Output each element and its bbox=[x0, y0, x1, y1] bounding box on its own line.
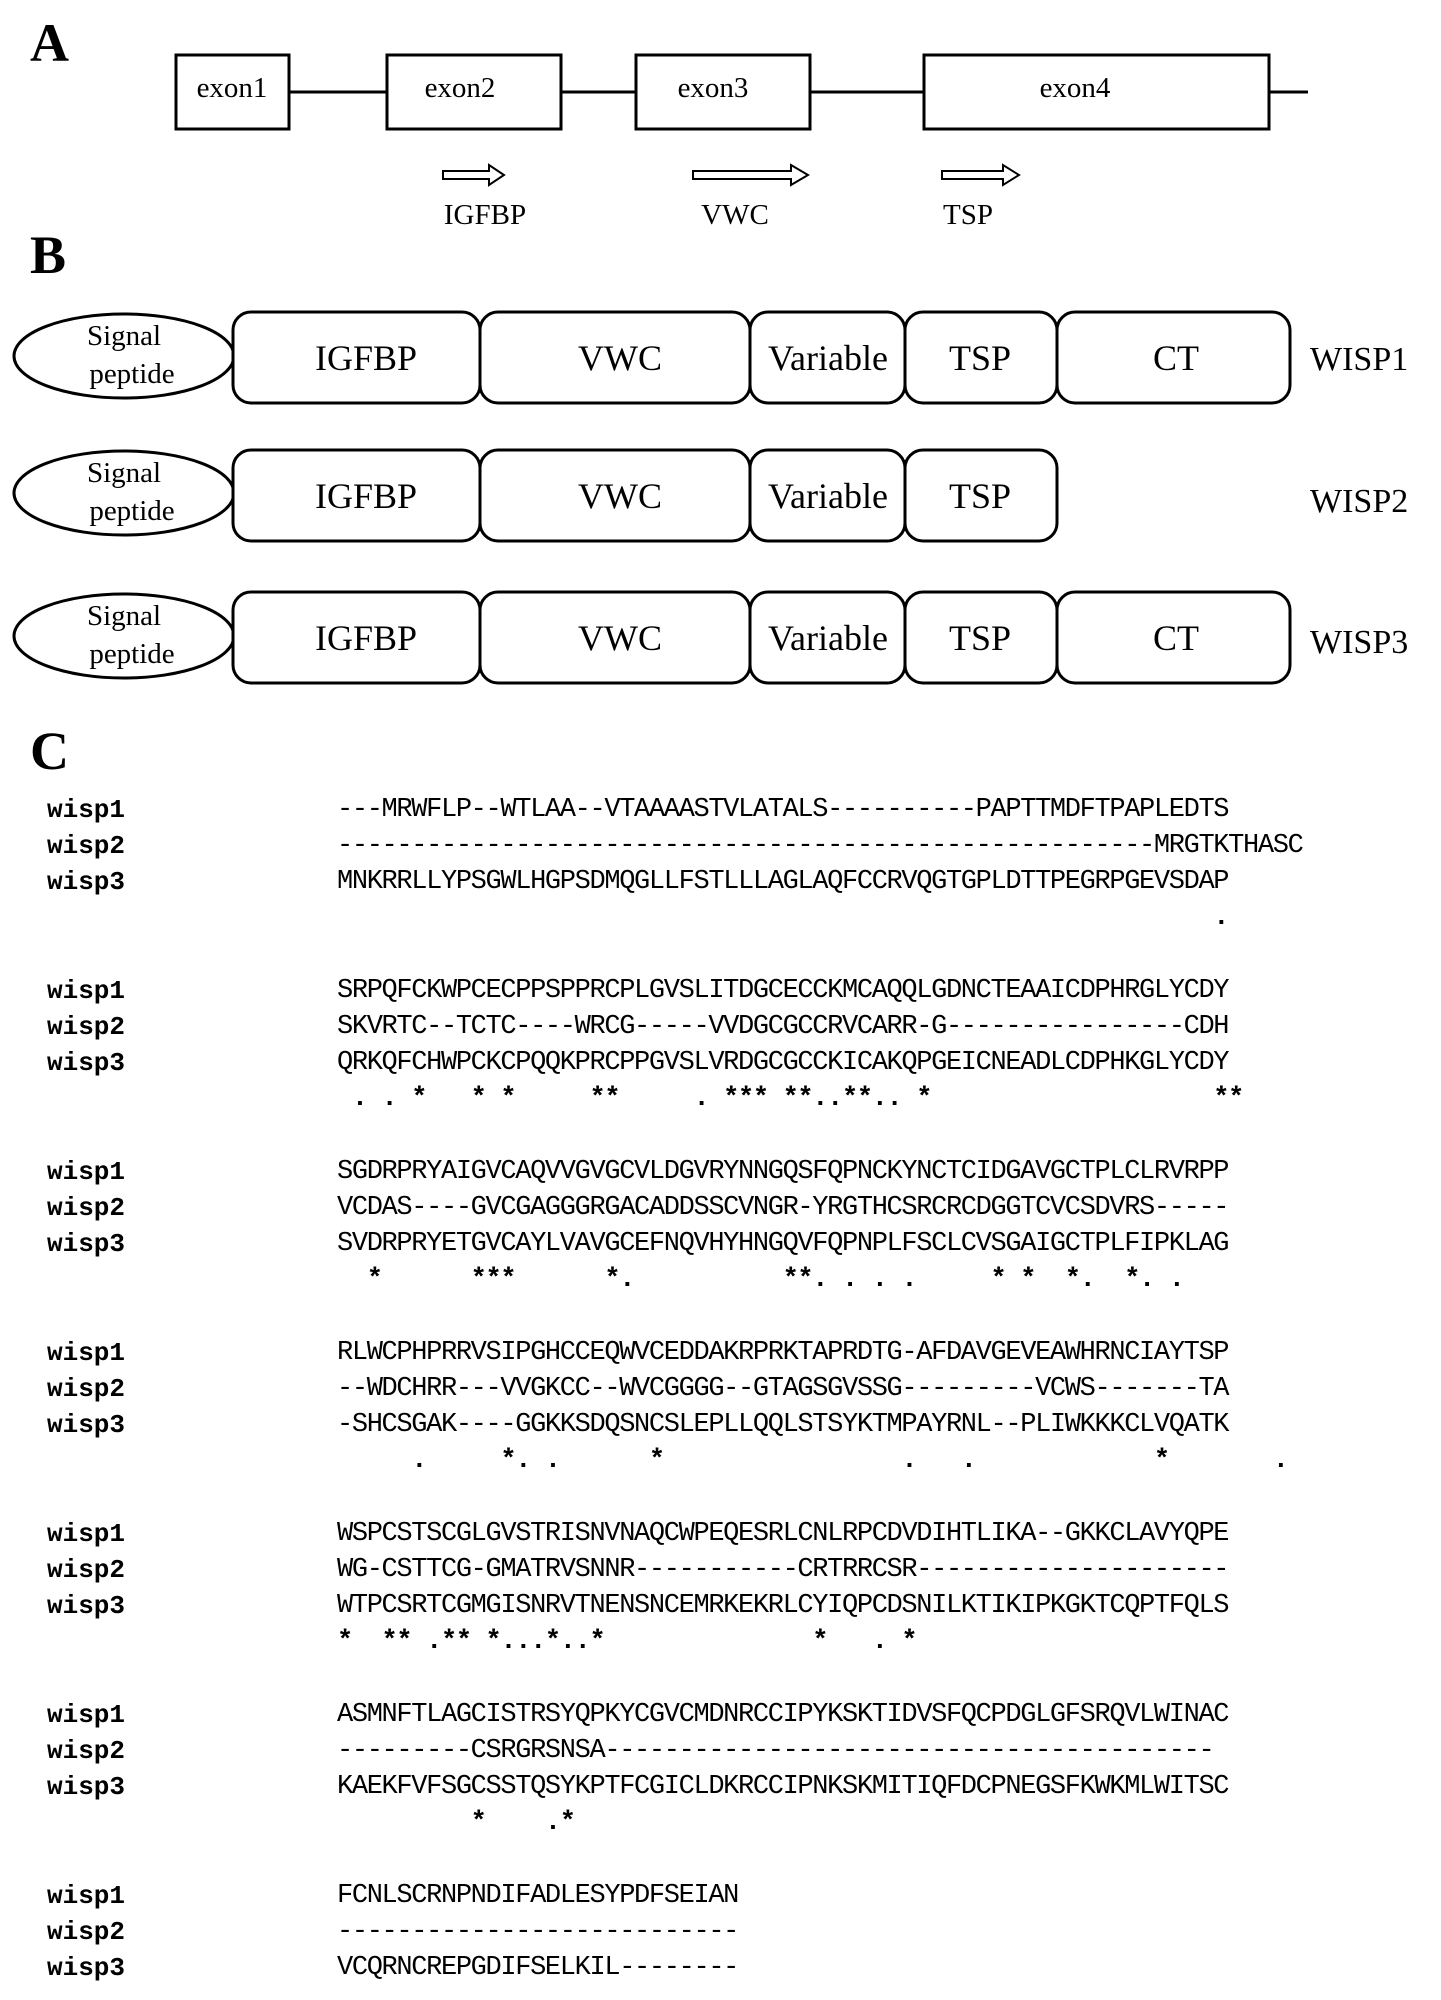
sequence-name: wisp1 bbox=[47, 976, 126, 1006]
sequence-name: wisp3 bbox=[47, 1229, 126, 1259]
sequence-text: KAEKFVFSGCSSTQSYKPTFCGICLDKRCCIPNKSKMITIQFDCPNEGSFKWKMLWITSC bbox=[337, 1772, 1229, 1802]
sequence-name: wisp3 bbox=[47, 867, 126, 897]
sequence-name: wisp1 bbox=[47, 1338, 126, 1368]
domain-diagram bbox=[0, 0, 1441, 700]
sequence-text: WG-CSTTCG-GMATRVSNNR-----------CRTRRCSR--------------------- bbox=[337, 1555, 1229, 1585]
sequence-name: wisp2 bbox=[47, 1193, 126, 1223]
arrow-label: IGFBP bbox=[443, 199, 527, 231]
exon-label: exon2 bbox=[424, 72, 496, 104]
sequence-text: --------------------------- bbox=[337, 1917, 739, 1947]
sequence-name: wisp1 bbox=[47, 1881, 126, 1911]
signal-label: Signal bbox=[86, 457, 162, 489]
domain-label: VWC bbox=[578, 618, 662, 658]
domain-label: Variable bbox=[768, 476, 888, 516]
protein-wisp1 bbox=[14, 312, 1408, 403]
consensus-line: * ** .** *...*..* * . * bbox=[337, 1627, 917, 1657]
sequence-text: FCNLSCRNPNDIFADLESYPDFSEIAN bbox=[337, 1881, 739, 1911]
domain-label: CT bbox=[1152, 338, 1200, 378]
sequence-name: wisp2 bbox=[47, 1374, 126, 1404]
sequence-text: -SHCSGAK----GGKKSDQSNCSLEPLLQQLSTSYKTMPAYRNL--PLIWKKKCLVQATK bbox=[337, 1410, 1229, 1440]
protein-name: WISP1 bbox=[1310, 341, 1409, 378]
domain-label: IGFBP bbox=[314, 338, 418, 378]
signal-label: Signal bbox=[86, 320, 162, 352]
sequence-text: ---------CSRGRSNSA----------------------------------------- bbox=[337, 1736, 1214, 1766]
domain-label: TSP bbox=[948, 338, 1012, 378]
protein-wisp2 bbox=[14, 450, 1408, 541]
sequence-text: MNKRRLLYPSGWLHGPSDMQGLLFSTLLLAGLAQFCCRVQGTGPLDTTPEGRPGEVSDAP bbox=[337, 867, 1229, 897]
sequence-name: wisp3 bbox=[47, 1048, 126, 1078]
exon-label: exon1 bbox=[196, 72, 268, 104]
sequence-name: wisp3 bbox=[47, 1591, 126, 1621]
protein-name: WISP3 bbox=[1310, 624, 1409, 661]
sequence-text: SRPQFCKWPCECPPSPPRCPLGVSLITDGCECCKMCAQQLGDNCTEAAICDPHRGLYCDY bbox=[337, 976, 1229, 1006]
sequence-text: -------------------------------------------------------MRGTKTHASC bbox=[337, 831, 1303, 861]
sequence-name: wisp1 bbox=[47, 795, 126, 825]
sequence-text: --WDCHRR---VVGKCC--WVCGGGG--GTAGSGVSSG---------VCWS-------TA bbox=[337, 1374, 1229, 1404]
domain-label: TSP bbox=[948, 618, 1012, 658]
domain-label: IGFBP bbox=[314, 618, 418, 658]
panel-label-a: A bbox=[30, 13, 69, 73]
arrow-igfbp-icon bbox=[443, 165, 504, 185]
consensus-line: . *. . * . . * . bbox=[337, 1446, 1288, 1476]
sequence-name: wisp2 bbox=[47, 1555, 126, 1585]
consensus-line: . bbox=[337, 903, 1229, 933]
sequence-text: WSPCSTSCGLGVSTRISNVNAQCWPEQESRLCNLRPCDVDIHTLIKA--GKKCLAVYQPE bbox=[337, 1519, 1229, 1549]
protein-wisp3 bbox=[14, 592, 1408, 683]
sequence-text: RLWCPHPRRVSIPGHCCEQWVCEDDAKRPRKTAPRDTG-AFDAVGEVEAWHRNCIAYTSP bbox=[337, 1338, 1229, 1368]
sequence-name: wisp2 bbox=[47, 1917, 126, 1947]
domain-label: IGFBP bbox=[314, 476, 418, 516]
exon-label: exon4 bbox=[1039, 72, 1111, 104]
sequence-name: wisp1 bbox=[47, 1519, 126, 1549]
sequence-name: wisp1 bbox=[47, 1157, 126, 1187]
sequence-name: wisp3 bbox=[47, 1410, 126, 1440]
arrow-label: VWC bbox=[701, 199, 769, 231]
sequence-text: ASMNFTLAGCISTRSYQPKYCGVCMDNRCCIPYKSKTIDVSFQCPDGLGFSRQVLWINAC bbox=[337, 1700, 1229, 1730]
panel-label-b: B bbox=[30, 225, 67, 285]
domain-label: TSP bbox=[948, 476, 1012, 516]
consensus-line: * *** *. **. . . . * * *. *. . bbox=[337, 1265, 1184, 1295]
arrow-vwc-icon bbox=[693, 165, 808, 185]
sequence-name: wisp1 bbox=[47, 1700, 126, 1730]
signal-label: Signal bbox=[86, 600, 162, 632]
sequence-text: SGDRPRYAIGVCAQVVGVGCVLDGVRYNNGQSFQPNCKYNCTCIDGAVGCTPLCLRVRPP bbox=[337, 1157, 1229, 1187]
sequence-text: VCQRNCREPGDIFSELKIL-------- bbox=[337, 1953, 739, 1983]
sequence-name: wisp2 bbox=[47, 1736, 126, 1766]
signal-label: peptide bbox=[89, 638, 175, 670]
sequence-name: wisp3 bbox=[47, 1953, 126, 1983]
sequence-text: WTPCSRTCGMGISNRVTNENSNCEMRKEKRLCYIQPCDSNILKTIKIPKGKTCQPTFQLS bbox=[337, 1591, 1229, 1621]
arrow-label: TSP bbox=[943, 199, 993, 231]
consensus-line: . . * * * ** . *** **..**.. * ** bbox=[337, 1084, 1244, 1114]
panel-label-c: C bbox=[30, 721, 69, 781]
sequence-text: ---MRWFLP--WTLAA--VTAAAASTVLATALS----------PAPTTMDFTPAPLEDTS bbox=[337, 795, 1229, 825]
domain-label: VWC bbox=[578, 476, 662, 516]
sequence-text: QRKQFCHWPCKCPQQKPRCPPGVSLVRDGCGCCKICAKQPGEICNEADLCDPHKGLYCDY bbox=[337, 1048, 1229, 1078]
signal-label: peptide bbox=[89, 358, 175, 390]
domain-label: Variable bbox=[768, 338, 888, 378]
sequence-text: SKVRTC--TCTC----WRCG-----VVDGCGCCRVCARR-G----------------CDH bbox=[337, 1012, 1229, 1042]
sequence-name: wisp3 bbox=[47, 1772, 126, 1802]
arrow-tsp-icon bbox=[942, 165, 1019, 185]
consensus-line: * .* bbox=[337, 1808, 575, 1838]
protein-name: WISP2 bbox=[1310, 483, 1409, 520]
sequence-name: wisp2 bbox=[47, 831, 126, 861]
domain-label: CT bbox=[1152, 618, 1200, 658]
exon-label: exon3 bbox=[677, 72, 749, 104]
domain-label: Variable bbox=[768, 618, 888, 658]
sequence-text: SVDRPRYETGVCAYLVAVGCEFNQVHYHNGQVFQPNPLFSCLCVSGAIGCTPLFIPKLAG bbox=[337, 1229, 1229, 1259]
domain-label: VWC bbox=[578, 338, 662, 378]
signal-label: peptide bbox=[89, 495, 175, 527]
sequence-text: VCDAS----GVCGAGGGRGACADDSSCVNGR-YRGTHCSRCRCDGGTCVCSDVRS----- bbox=[337, 1193, 1229, 1223]
sequence-name: wisp2 bbox=[47, 1012, 126, 1042]
